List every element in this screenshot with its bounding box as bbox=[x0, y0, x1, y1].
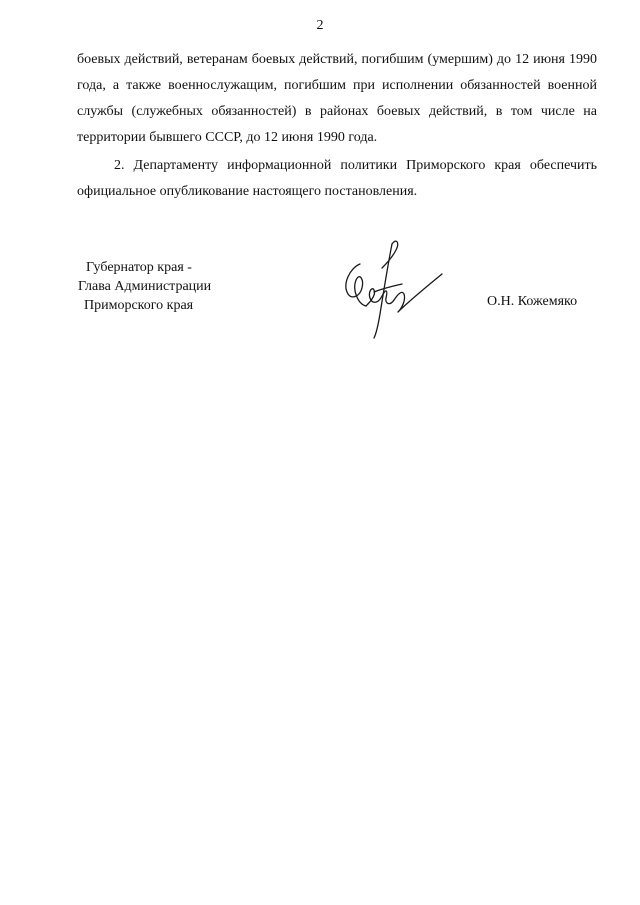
paragraph-2: 2. Департаменту информационной политики Приморского края обеспечить официальное опубликование настоящего постановления. bbox=[77, 158, 597, 199]
document-body bbox=[77, 47, 597, 205]
page-number: 2 bbox=[316, 18, 324, 33]
handwritten-signature bbox=[330, 234, 450, 344]
paragraph-1: боевых действий, ветеранам боевых действий, погибшим (умершим) до 12 июня 1990 года, а также военнослужащим, погибшим при исполнении обязанностей военной службы (служебных обязанностей) в районах боевых действий, в том числе на территории бывшего СССР, до 12 июня 1990 года. bbox=[77, 52, 597, 145]
signature-block bbox=[0, 258, 640, 338]
signer-title-line-1: Губернатор края - bbox=[86, 260, 192, 275]
signer-title bbox=[78, 258, 211, 315]
signer-title-line-3: Приморского края bbox=[84, 298, 194, 313]
signer-title-line-2: Глава Администрации bbox=[78, 279, 212, 294]
signer-name: О.Н. Кожемяко bbox=[487, 294, 578, 309]
